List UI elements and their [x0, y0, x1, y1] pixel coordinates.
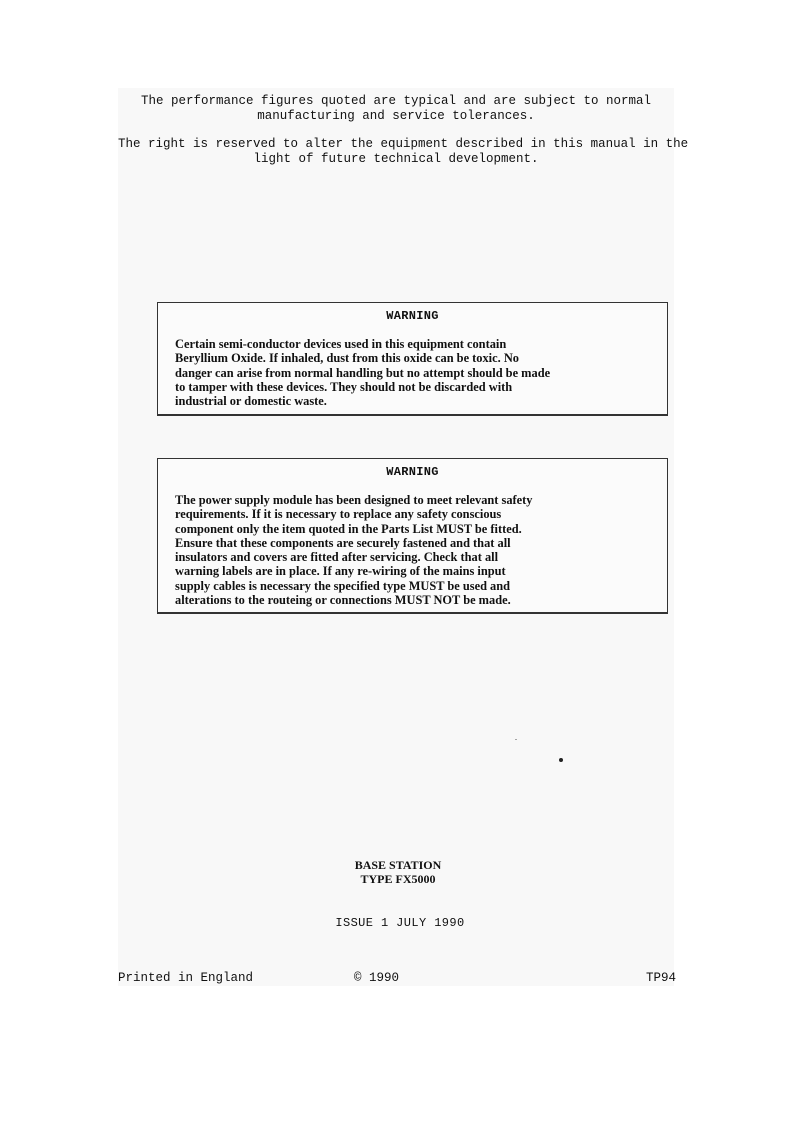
warning-body: Certain semi-conductor devices used in this equipment contain Beryllium Oxide. If inhaled, dust from this oxide can be toxic. No danger can arise from normal handling but no attempt should be made to tamper with these devices. They should not be discarded with industrial or domestic waste.: [175, 337, 551, 409]
document-code: TP94: [646, 971, 677, 985]
rights-disclaimer: The right is reserved to alter the equipment described in this manual in the light of future technical development.: [118, 137, 689, 166]
product-type: TYPE FX5000: [360, 872, 436, 886]
warning-title: WARNING: [386, 309, 439, 323]
product-title: [318, 858, 478, 886]
printed-in-label: Printed in England: [118, 971, 254, 985]
copyright-notice: © 1990: [354, 971, 400, 985]
scan-speck: [515, 739, 517, 740]
power-supply-warning-box: [157, 458, 668, 614]
performance-disclaimer: The performance figures quoted are typical and are subject to normal manufacturing and service tolerances.: [140, 94, 652, 123]
product-name: BASE STATION: [354, 858, 442, 872]
scan-speck: [559, 758, 563, 762]
warning-title: WARNING: [386, 465, 439, 479]
beryllium-warning-box: [157, 302, 668, 416]
warning-body: The power supply module has been designed to meet relevant safety requirements. If it is necessary to replace any safety conscious component only the item quoted in the Parts List MUST be fitted. Ensure that these components are securely fastened and that all insulators and covers are fitted after servicing. Check that all warning labels are in place. If any re-wiring of the mains input supply cables is necessary the specified type MUST be used and alterations to the routeing or connections MUST NOT be made.: [175, 493, 533, 608]
issue-date: ISSUE 1 JULY 1990: [335, 916, 465, 930]
